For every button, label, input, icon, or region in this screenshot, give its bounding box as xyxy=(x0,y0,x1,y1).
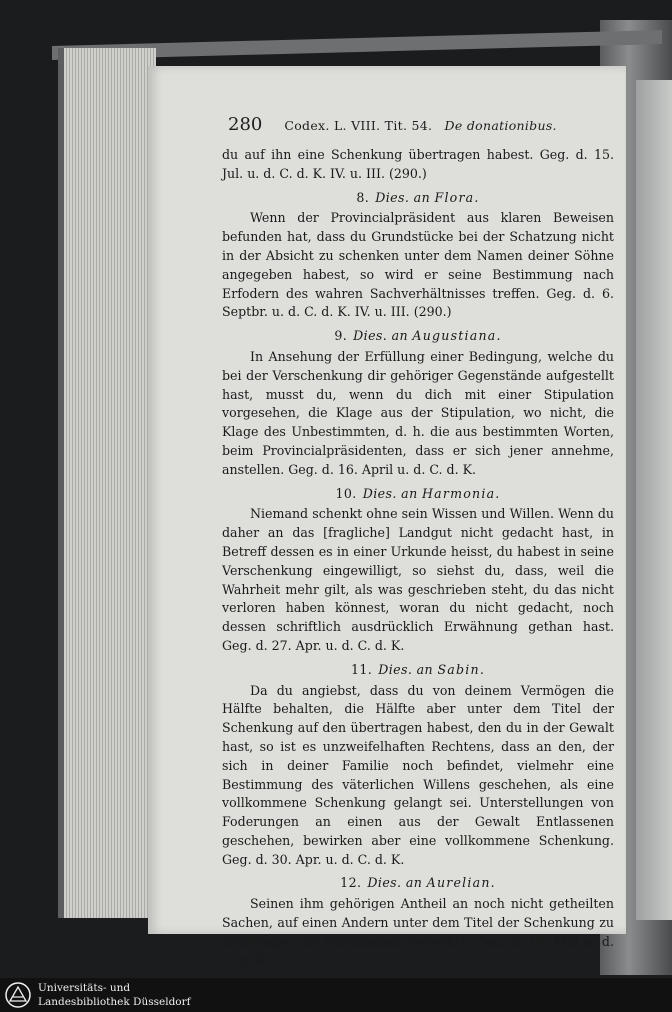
section-addressee: Sabin. xyxy=(437,661,486,677)
page-body xyxy=(222,146,614,970)
section-number: 9. xyxy=(334,328,348,344)
section-addressee: Augustiana. xyxy=(412,328,502,344)
section-heading xyxy=(222,485,614,504)
section-heading xyxy=(222,661,614,680)
library-logo-icon xyxy=(4,981,32,1009)
section-heading xyxy=(222,874,614,893)
section-heading xyxy=(222,327,614,346)
running-title-italic: De donationibus. xyxy=(444,118,557,133)
page-number: 280 xyxy=(228,114,263,135)
paragraph: Da du angiebst, dass du von deinem Vermögen die Hälfte behalten, die Hälfte aber unter dem Titel der Schenkung auf den übertragen habest, den du in der Gewalt hast, so ist es unzweifelhaften Rechtens, dass an den, der sich in deiner Familie noch befindet, vielmehr eine Bestimmung des väterlichen Willens geschehen, als eine vollkommene Schenkung gelangt sei. Unterstellungen von Foderungen an einen aus der Gewalt Entlassenen geschehen, bewirken aber eine vollkommene Schenkung. Geg. d. 30. Apr. u. d. C. d. K. xyxy=(222,682,614,867)
section-heading xyxy=(222,189,614,208)
paragraph: In Ansehung der Erfüllung einer Bedingung, welche du bei der Verschenkung dir gehöriger Gegenstände aufgestellt hast, musst du, wenn du dich mit einer Stipulation vorgesehen, die Klage aus der Stipulation, wo nicht, die Klage des Unbestimmten, d. h. die aus bestimmten Worten, beim Provincialpräsidenten, dass er sich jener annehme, anstellen. Geg. d. 16. April u. d. C. d. K. xyxy=(222,348,614,477)
library-name-line1: Universitäts- und xyxy=(38,982,131,994)
page-edges xyxy=(58,48,156,918)
library-footer xyxy=(0,978,672,1012)
section-prefix: Dies. an xyxy=(367,875,423,891)
section-prefix: Dies. an xyxy=(362,485,418,501)
facing-page-sliver xyxy=(636,80,672,920)
library-name-line2: Landesbibliothek Düsseldorf xyxy=(38,996,191,1008)
running-title xyxy=(284,118,556,133)
section-number: 12. xyxy=(340,875,362,891)
section-number: 10. xyxy=(335,485,357,501)
section-addressee: Aurelian. xyxy=(426,875,496,891)
paragraph: Seinen ihm gehörigen Antheil an noch nicht getheilten Sachen, auf einen Andern unter dem Titel der Schenkung zu übertragen, ist Niemandem verwehrt. Geg. d. 16. Mai u. d. C. d. K. xyxy=(222,896,614,968)
section-number: 11. xyxy=(350,661,373,677)
running-header xyxy=(228,114,618,140)
section-addressee: Flora. xyxy=(434,189,480,205)
paragraph: Niemand schenkt ohne sein Wissen und Willen. Wenn du daher an das [fragliche] Landgut nicht gedacht hast, in Betreff dessen es in einer Urkunde heisst, du habest in seine Verschenkung eingewilligt, so siehst du, dass, weil die Wahrheit mehr gilt, als was geschrieben steht, du das nicht verloren haben könnest, woran du nicht gedacht, noch dessen schriftlich ausdrücklich Erwähnung gethan hast. Geg. d. 27. Apr. u. d. C. d. K. xyxy=(222,506,614,653)
running-title-codex: Codex. L. VIII. Tit. 54. xyxy=(284,118,433,133)
section-prefix: Dies. an xyxy=(378,661,434,677)
section-number: 8. xyxy=(356,189,370,205)
paragraph: du auf ihn eine Schenkung übertragen habest. Geg. d. 15. Jul. u. d. C. d. K. IV. u. III. (290.) xyxy=(222,147,614,181)
section-prefix: Dies. an xyxy=(353,328,409,344)
paragraph: Wenn der Provincialpräsident aus klaren Beweisen befunden hat, dass du Grundstücke bei der Schatzung nicht in der Absicht zu schenken unter dem Namen deiner Söhne angegeben habest, so wird er seine Bestimmung nach Erfodern des wahren Sachverhältnisses treffen. Geg. d. 6. Septbr. u. d. C. d. K. IV. u. III. (290.) xyxy=(222,210,614,320)
section-addressee: Harmonia. xyxy=(422,485,501,501)
library-name xyxy=(38,981,191,1009)
section-prefix: Dies. an xyxy=(375,189,431,205)
